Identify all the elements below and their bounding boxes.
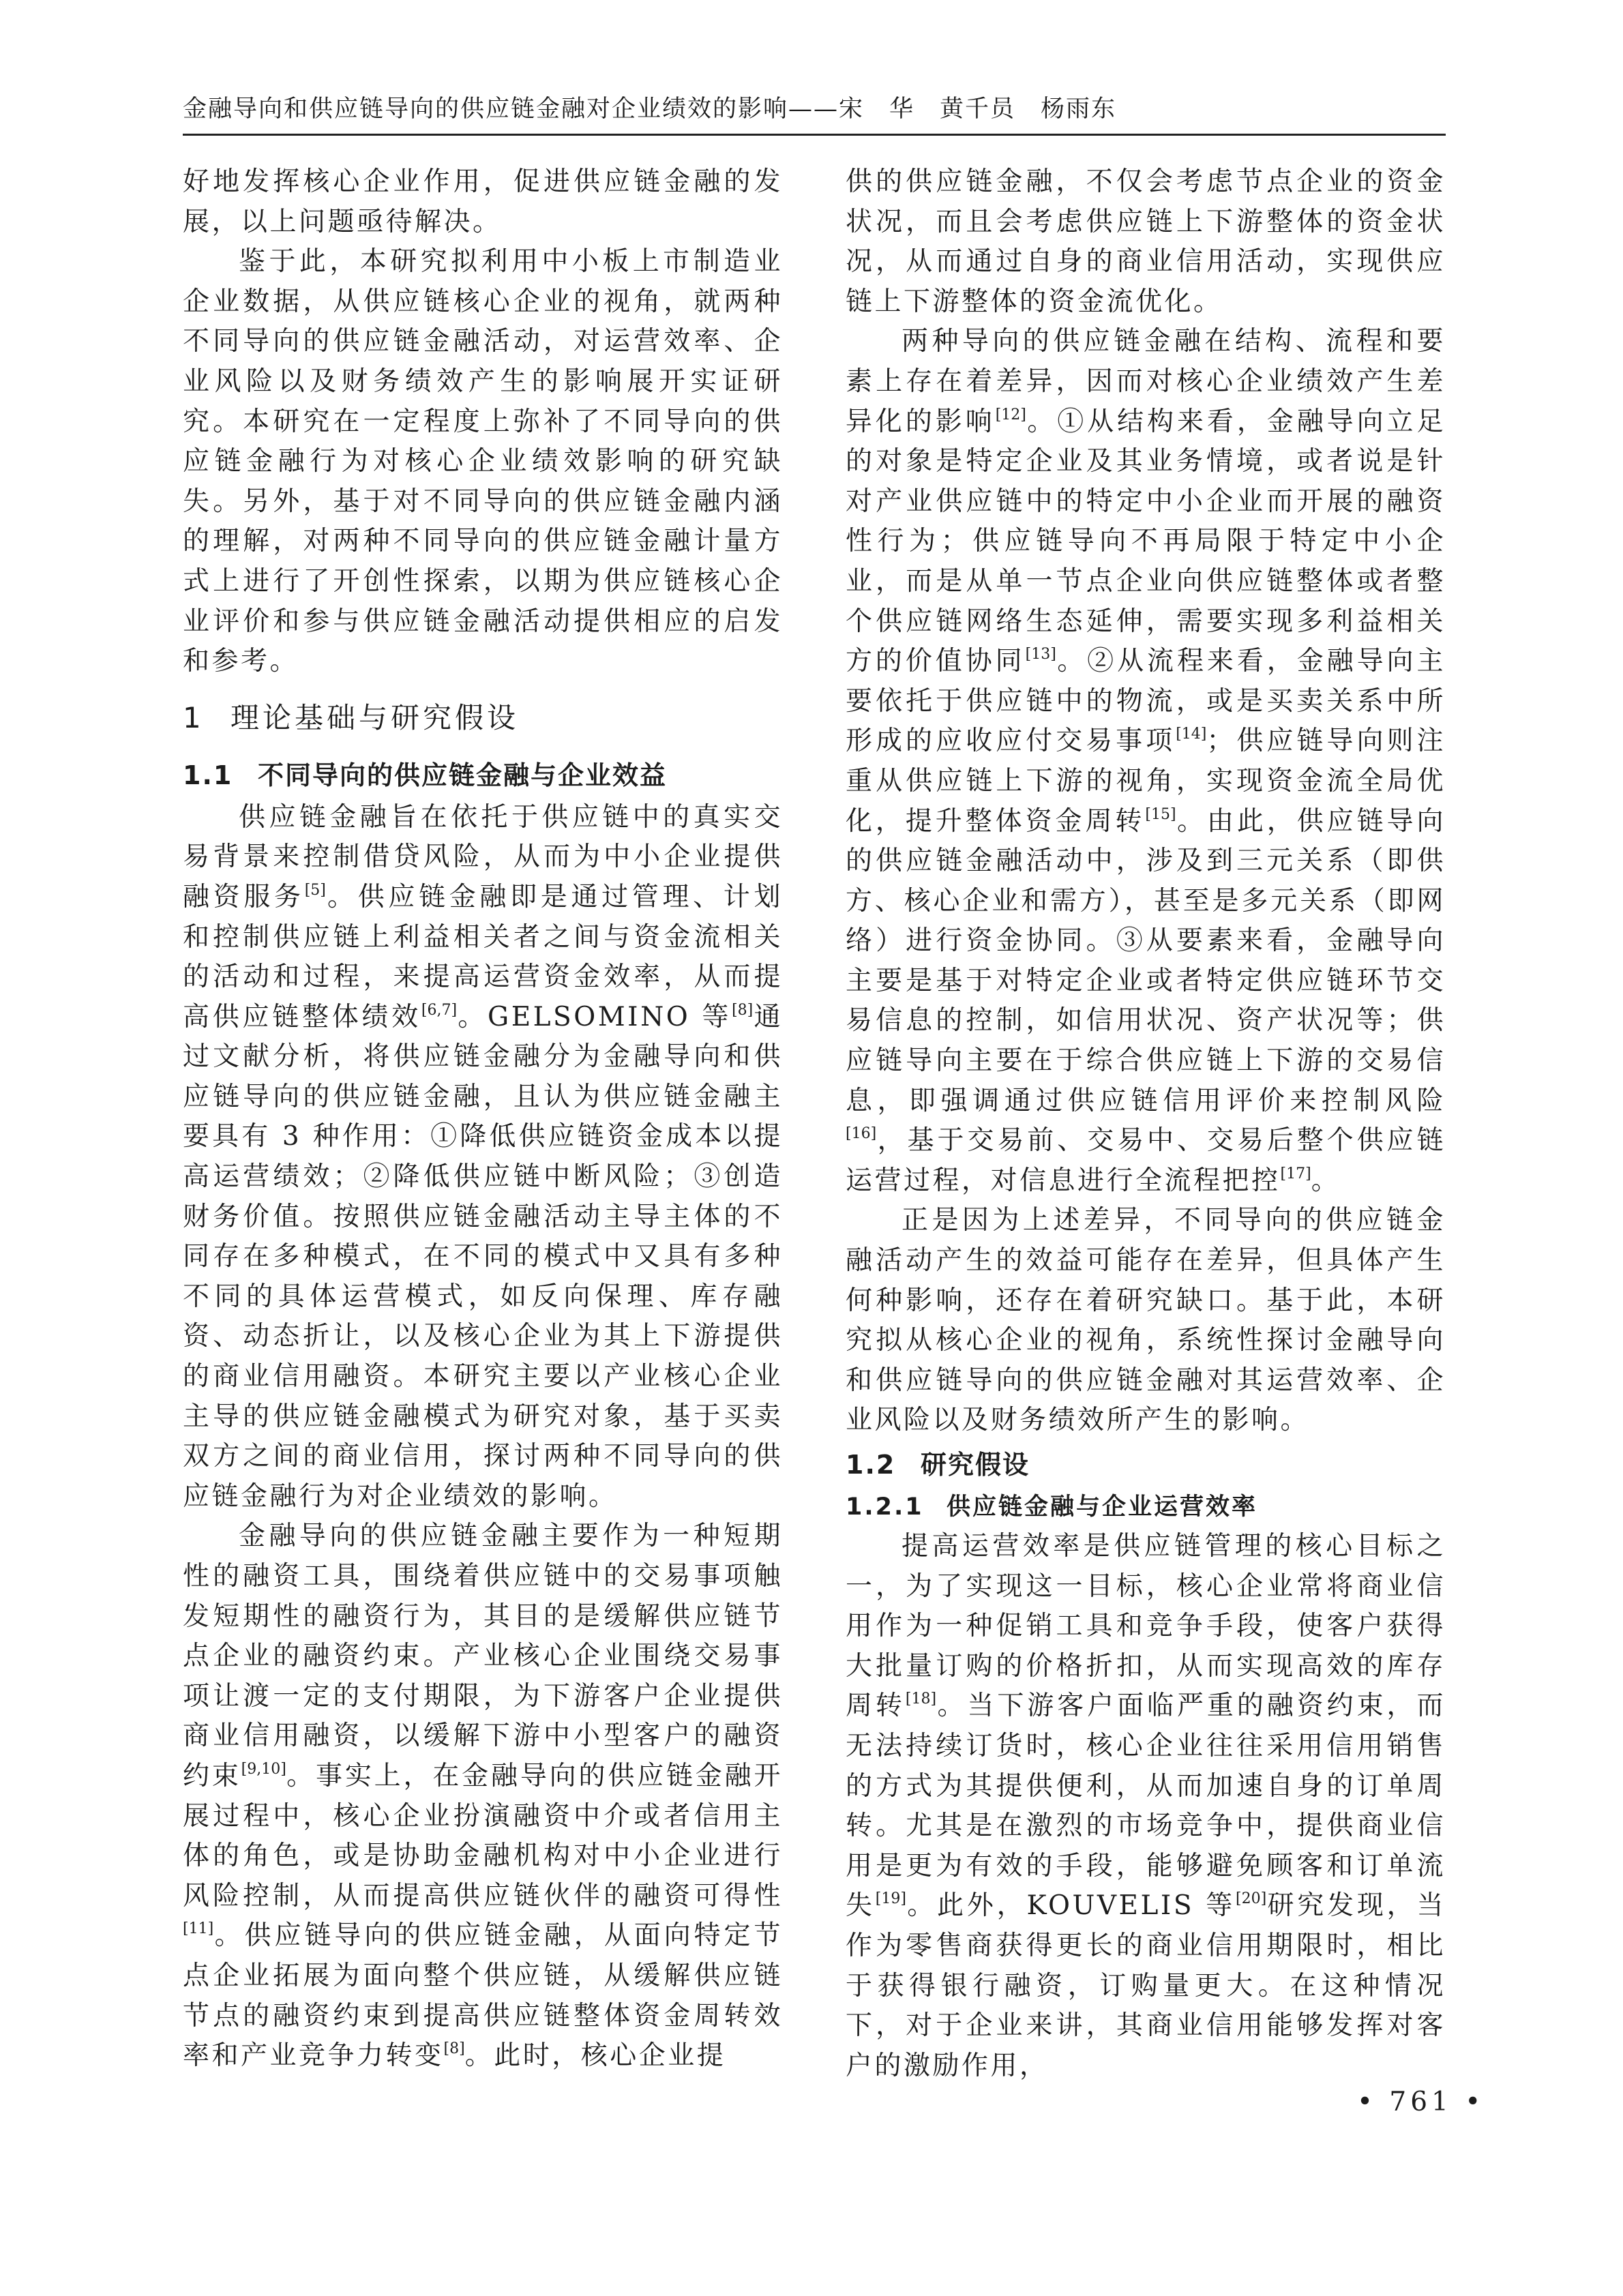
citation: [15] (1145, 805, 1176, 823)
text-run: 两种导向的供应链金融在结构、流程和要素上存在着差异，因而对核心企业绩效产生差异化的影响 (846, 326, 1446, 437)
citation: [12] (995, 406, 1026, 423)
section-number: 1.2.1 (846, 1493, 924, 1521)
text-run: 。此时，核心企业提 (464, 2040, 726, 2072)
paragraph: 好地发挥核心企业作用，促进供应链金融的发展，以上问题亟待解决。 (183, 166, 783, 237)
citation: [8] (443, 2040, 465, 2058)
section-title: 供应链金融与企业运营效率 (947, 1493, 1258, 1521)
left-column (183, 162, 783, 2076)
paragraph (846, 1527, 1446, 2086)
citation: [17] (1280, 1165, 1311, 1182)
citation: [20] (1236, 1890, 1267, 1908)
section-number: 1.2 (846, 1450, 896, 1480)
paragraph (183, 798, 783, 1517)
citation: [13] (1025, 646, 1056, 664)
text-run: 。 (1311, 1165, 1341, 1196)
paragraph: 正是因为上述差异，不同导向的供应链金融活动产生的效益可能存在差异，但具体产生何种影响，还存在着研究缺口。基于此，本研究拟从核心企业的视角，系统性探讨金融导向和供应链导向的供应链金融对其运营效率、企业风险以及财务绩效所产生的影响。 (846, 1205, 1446, 1436)
text-run: 。供应链导向的供应链金融，从面向特定节点企业拓展为面向整个供应链，从缓解供应链节点的融资约束到提高供应链整体资金周转效率和产业竞争力转变 (183, 1920, 783, 2072)
citation: [14] (1176, 726, 1207, 743)
text-run: 。①从结构来看，金融导向立足的对象是特定企业及其业务情境，或者说是针对产业供应链中的特定中小企业而开展的融资性行为；供应链导向不再局限于特定中小企业，而是从单一节点企业向供应链整体或者整个供应链网络生态延伸，需要实现多利益相关方的价值协同 (846, 406, 1446, 677)
paragraph: 鉴于此，本研究拟利用中小板上市制造业企业数据，从供应链核心企业的视角，就两种不同导向的供应链金融活动，对运营效率、企业风险以及财务绩效产生的影响展开实证研究。本研究在一定程度上弥补了不同导向的供应链金融行为对核心企业绩效影响的研究缺失。另外，基于对不同导向的供应链金融内涵的理解，对两种不同导向的供应链金融计量方式上进行了开创性探索，以期为供应链核心企业评价和参与供应链金融活动提供相应的启发和参考。 (183, 246, 783, 677)
citation: [5] (304, 881, 326, 899)
running-head: 金融导向和供应链导向的供应链金融对企业绩效的影响——宋 华 黄千员 杨雨东 (183, 95, 1117, 123)
text-run: 通过文献分析，将供应链金融分为金融导向和供应链导向的供应链金融，且认为供应链金融主要具有 3 种作用：①降低供应链资金成本以提高运营绩效；②降低供应链中断风险；③创造财务价值。按照供应链金融活动主导主体的不同存在多种模式，在不同的模式中又具有多种不同的具体运营模式，如反向保理、库存融资、动态折让，以及核心企业为其上下游提供的商业信用融资。本研究主要以产业核心企业主导的供应链金融模式为研究对象，基于买卖双方之间的商业信用，探讨两种不同导向的供应链金融行为对企业绩效的影响。 (183, 1001, 783, 1512)
text-run: 金融导向的供应链金融主要作为一种短期性的融资工具，围绕着供应链中的交易事项触发短期性的融资行为，其目的是缓解供应链节点企业的融资约束。产业核心企业围绕交易事项让渡一定的支付期限，为下游客户企业提供商业信用融资，以缓解下游中小型客户的融资约束 (183, 1521, 783, 1791)
page-number: • 761 • (1357, 2087, 1485, 2117)
header-rule (183, 134, 1446, 136)
citation: [19] (875, 1890, 906, 1908)
citation: [8] (732, 1001, 754, 1019)
citation: [18] (905, 1690, 937, 1708)
section-heading-1-2-1 (846, 1487, 1446, 1527)
right-column (846, 162, 1446, 2086)
citation: [6,7] (421, 1001, 458, 1019)
text-run: ；供应链导向则注重从供应链上下游的视角，实现资金流全局优化，提升整体资金周转 (846, 726, 1446, 837)
text-run: 。②从流程来看，金融导向主要依托于供应链中的物流，或是买卖关系中所形成的应收应付交易事项 (846, 646, 1446, 757)
section-heading-1-1 (183, 756, 783, 795)
text-run: 供应链金融旨在依托于供应链中的真实交易背景来控制借贷风险，从而为中小企业提供融资服务 (183, 801, 783, 912)
section-title: 研究假设 (921, 1450, 1030, 1480)
paragraph (183, 1517, 783, 2076)
text-run: ，基于交易前、交易中、交易后整个供应链运营过程，对信息进行全流程把控 (846, 1125, 1446, 1196)
paragraph (846, 322, 1446, 1201)
section-heading-1-2 (846, 1445, 1446, 1485)
paragraph: 供的供应链金融，不仅会考虑节点企业的资金状况，而且会考虑供应链上下游整体的资金状况，从而通过自身的商业信用活动，实现供应链上下游整体的资金流优化。 (846, 166, 1446, 317)
text-run: 研究发现，当作为零售商获得更长的商业信用期限时，相比于获得银行融资，订购量更大。在这种情况下，对于企业来讲，其商业信用能够发挥对客户的激励作用， (846, 1890, 1446, 2081)
section-number: 1.1 (183, 760, 233, 790)
text-run: 。事实上，在金融导向的供应链金融开展过程中，核心企业扮演融资中介或者信用主体的角色，或是协助金融机构对中小企业进行风险控制，从而提高供应链伙伴的融资可得性 (183, 1760, 783, 1911)
section-number: 1 (183, 700, 205, 734)
text-run: 。此外，KOUVELIS 等 (906, 1890, 1236, 1922)
section-heading-1 (183, 698, 783, 738)
citation: [16] (846, 1125, 877, 1143)
citation: [11] (183, 1920, 214, 1938)
text-run: 。当下游客户面临严重的融资约束，而无法持续订货时，核心企业往往采用信用销售的方式为其提供便利，从而加速自身的订单周转。尤其是在激烈的市场竞争中，提供商业信用是更为有效的手段，能够避免顾客和订单流失 (846, 1690, 1446, 1922)
citation: [9,10] (241, 1760, 286, 1778)
text-run: 提高运营效率是供应链管理的核心目标之一，为了实现这一目标，核心企业常将商业信用作为一种促销工具和竞争手段，使客户获得大批量订购的价格折扣，从而实现高效的库存周转 (846, 1531, 1446, 1722)
text-run: 。由此，供应链导向的供应链金融活动中，涉及到三元关系（即供方、核心企业和需方），甚至是多元关系（即网络）进行资金协同。③从要素来看，金融导向主要是基于对特定企业或者特定供应链环节交易信息的控制，如信用状况、资产状况等；供应链导向主要在于综合供应链上下游的交易信息，即强调通过供应链信用评价来控制风险 (846, 805, 1446, 1116)
text-run: 。供应链金融即是通过管理、计划和控制供应链上利益相关者之间与资金流相关的活动和过程，来提高运营资金效率，从而提高供应链整体绩效 (183, 881, 783, 1032)
section-title: 理论基础与研究假设 (230, 700, 520, 734)
section-title: 不同导向的供应链金融与企业效益 (258, 760, 668, 790)
text-run: 。GELSOMINO 等 (457, 1001, 732, 1032)
